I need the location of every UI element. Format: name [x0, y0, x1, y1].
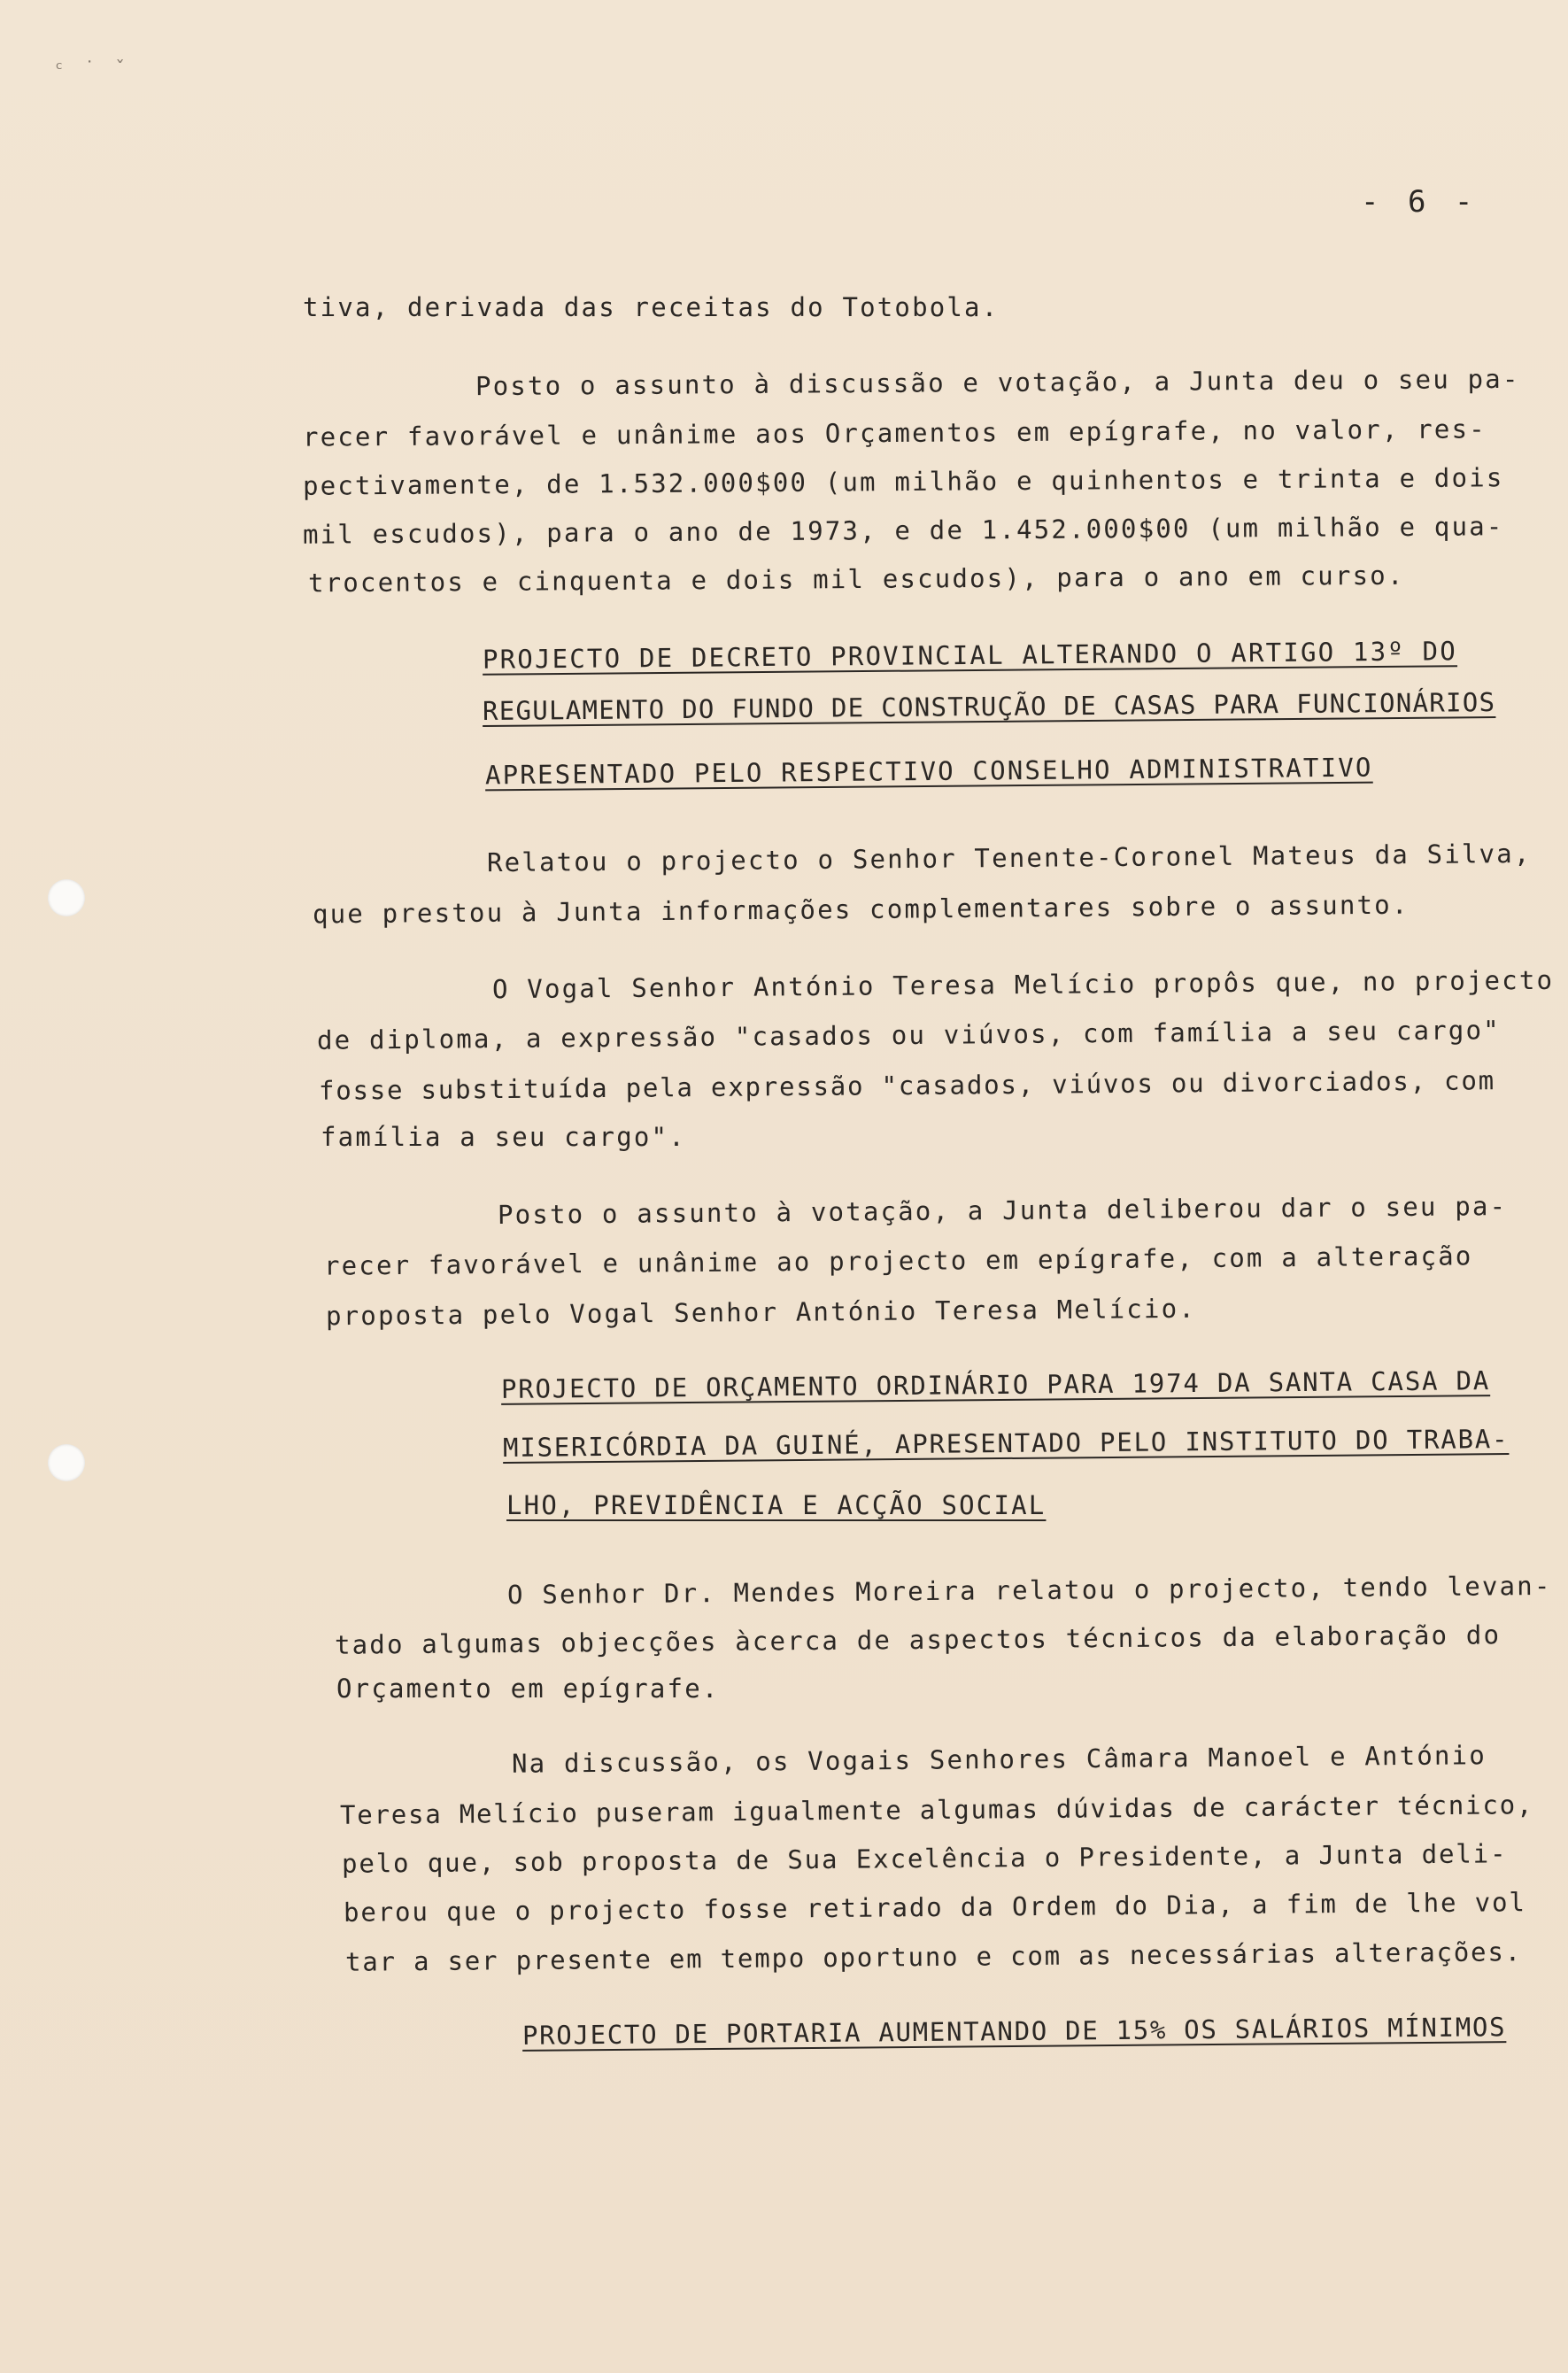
- section-heading: PROJECTO DE DECRETO PROVINCIAL ALTERANDO O ARTIGO 13º DO: [482, 636, 1458, 675]
- punch-hole-upper: [48, 879, 85, 916]
- text-line: fosse substituída pela expressão "casados, viúvos ou divorciados, com: [318, 1065, 1496, 1106]
- text-line: Orçamento em epígrafe.: [336, 1673, 720, 1704]
- text-line: O Senhor Dr. Mendes Moreira relatou o projecto, tendo levan-: [506, 1570, 1552, 1611]
- text-line: tar a ser presente em tempo oportuno e com as necessárias alterações.: [344, 1936, 1523, 1977]
- text-line: O Vogal Senhor António Teresa Melício propôs que, no projecto: [491, 964, 1555, 1005]
- punch-hole-lower: [48, 1444, 85, 1481]
- text-line: pelo que, sob proposta de Sua Excelência o Presidente, a Junta deli-: [341, 1838, 1508, 1879]
- page-number: - 6 -: [1361, 184, 1479, 220]
- corner-smudge: ᶜ ˙ ˇ: [53, 58, 130, 81]
- text-line: tiva, derivada das receitas do Totobola.: [303, 292, 1000, 322]
- section-heading: PROJECTO DE ORÇAMENTO ORDINÁRIO PARA 1974 DA SANTA CASA DA: [500, 1365, 1491, 1404]
- text-line: tado algumas objecções àcerca de aspectos técnicos da elaboração do: [334, 1619, 1502, 1660]
- text-line: Posto o assunto à votação, a Junta deliberou dar o seu pa-: [497, 1191, 1508, 1230]
- section-heading: LHO, PREVIDÊNCIA E ACÇÃO SOCIAL: [506, 1490, 1047, 1520]
- section-heading: PROJECTO DE PORTARIA AUMENTANDO DE 15% OS SALÁRIOS MÍNIMOS: [521, 2012, 1507, 2051]
- text-line: de diploma, a expressão "casados ou viúvos, com família a seu cargo": [316, 1015, 1501, 1055]
- text-line: mil escudos), para o ano de 1973, e de 1.452.000$00 (um milhão e qua-: [302, 511, 1504, 550]
- text-line: Na discussão, os Vogais Senhores Câmara Manoel e António: [511, 1740, 1487, 1779]
- text-line: berou que o projecto fosse retirado da Ordem do Dia, a fim de lhe vol: [343, 1887, 1526, 1928]
- text-line: família a seu cargo".: [321, 1122, 686, 1152]
- text-line: recer favorável e unânime ao projecto em epígrafe, com a alteração: [323, 1241, 1473, 1281]
- text-line: pectivamente, de 1.532.000$00 (um milhão e quinhentos e trinta e dois: [302, 462, 1504, 501]
- section-heading: MISERICÓRDIA DA GUINÉ, APRESENTADO PELO INSTITUTO DO TRABA-: [502, 1424, 1510, 1463]
- text-line: Posto o assunto à discussão e votação, a Junta deu o seu pa-: [475, 363, 1520, 402]
- text-line: proposta pelo Vogal Senhor António Teresa Melício.: [325, 1293, 1197, 1332]
- text-line: trocentos e cinquenta e dois mil escudos), para o ano em curso.: [307, 560, 1405, 599]
- section-heading: APRESENTADO PELO RESPECTIVO CONSELHO ADMINISTRATIVO: [484, 752, 1373, 791]
- text-line: recer favorável e unânime aos Orçamentos em epígrafe, no valor, res-: [302, 414, 1487, 452]
- text-line: Teresa Melício puseram igualmente algumas dúvidas de carácter técnico,: [339, 1789, 1534, 1830]
- section-heading: REGULAMENTO DO FUNDO DE CONSTRUÇÃO DE CASAS PARA FUNCIONÁRIOS: [482, 687, 1496, 726]
- text-line: Relatou o projecto o Senhor Tenente-Coronel Mateus da Silva,: [486, 838, 1532, 878]
- text-line: que prestou à Junta informações complementares sobre o assunto.: [312, 889, 1410, 930]
